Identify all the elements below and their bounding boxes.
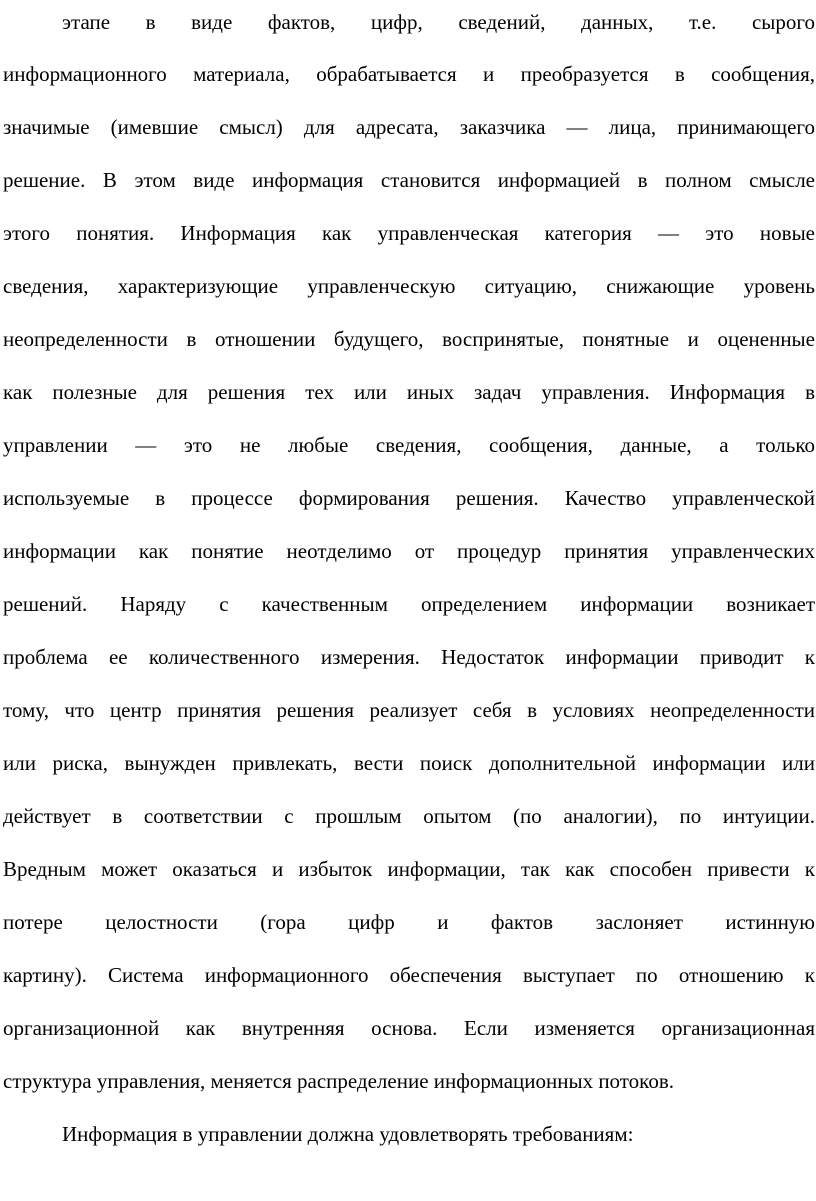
text-line-10: используемые в процессе формирования решения. Качество управленческой: [3, 486, 815, 510]
text-line-20: организационной как внутренняя основа. Если изменяется организационная: [3, 1016, 815, 1040]
text-line-22: Информация в управлении должна удовлетворять требованиям:: [62, 1122, 634, 1146]
text-line-12: решений. Наряду с качественным определением информации возникает: [3, 592, 815, 616]
text-line-18: потере целостности (гора цифр и фактов заслоняет истинную: [3, 910, 815, 934]
text-line-5: этого понятия. Информация как управленческая категория — это новые: [3, 221, 815, 245]
text-line-16: действует в соответствии с прошлым опытом (по аналогии), по интуиции.: [3, 804, 815, 828]
text-line-8: как полезные для решения тех или иных задач управления. Информация в: [3, 380, 815, 404]
text-line-6: сведения, характеризующие управленческую ситуацию, снижающие уровень: [3, 274, 815, 298]
text-line-1: этапе в виде фактов, цифр, сведений, данных, т.е. сырого: [62, 10, 815, 34]
text-line-17: Вредным может оказаться и избыток информации, так как способен привести к: [3, 857, 815, 881]
text-line-9: управлении — это не любые сведения, сообщения, данные, а только: [3, 433, 815, 457]
text-line-15: или риска, вынужден привлекать, вести поиск дополнительной информации или: [3, 751, 815, 775]
text-line-19: картину). Система информационного обеспечения выступает по отношению к: [3, 963, 815, 987]
text-line-11: информации как понятие неотделимо от процедур принятия управленческих: [3, 539, 815, 563]
text-line-14: тому, что центр принятия решения реализует себя в условиях неопределенности: [3, 698, 815, 722]
text-line-7: неопределенности в отношении будущего, воспринятые, понятные и оцененные: [3, 327, 815, 351]
text-line-4: решение. В этом виде информация становится информацией в полном смысле: [3, 168, 815, 192]
text-line-2: информационного материала, обрабатывается и преобразуется в сообщения,: [3, 62, 815, 86]
text-line-21: структура управления, меняется распределение информационных потоков.: [3, 1069, 674, 1093]
text-line-13: проблема ее количественного измерения. Недостаток информации приводит к: [3, 645, 815, 669]
text-line-3: значимые (имевшие смысл) для адресата, заказчика — лица, принимающего: [3, 115, 815, 139]
